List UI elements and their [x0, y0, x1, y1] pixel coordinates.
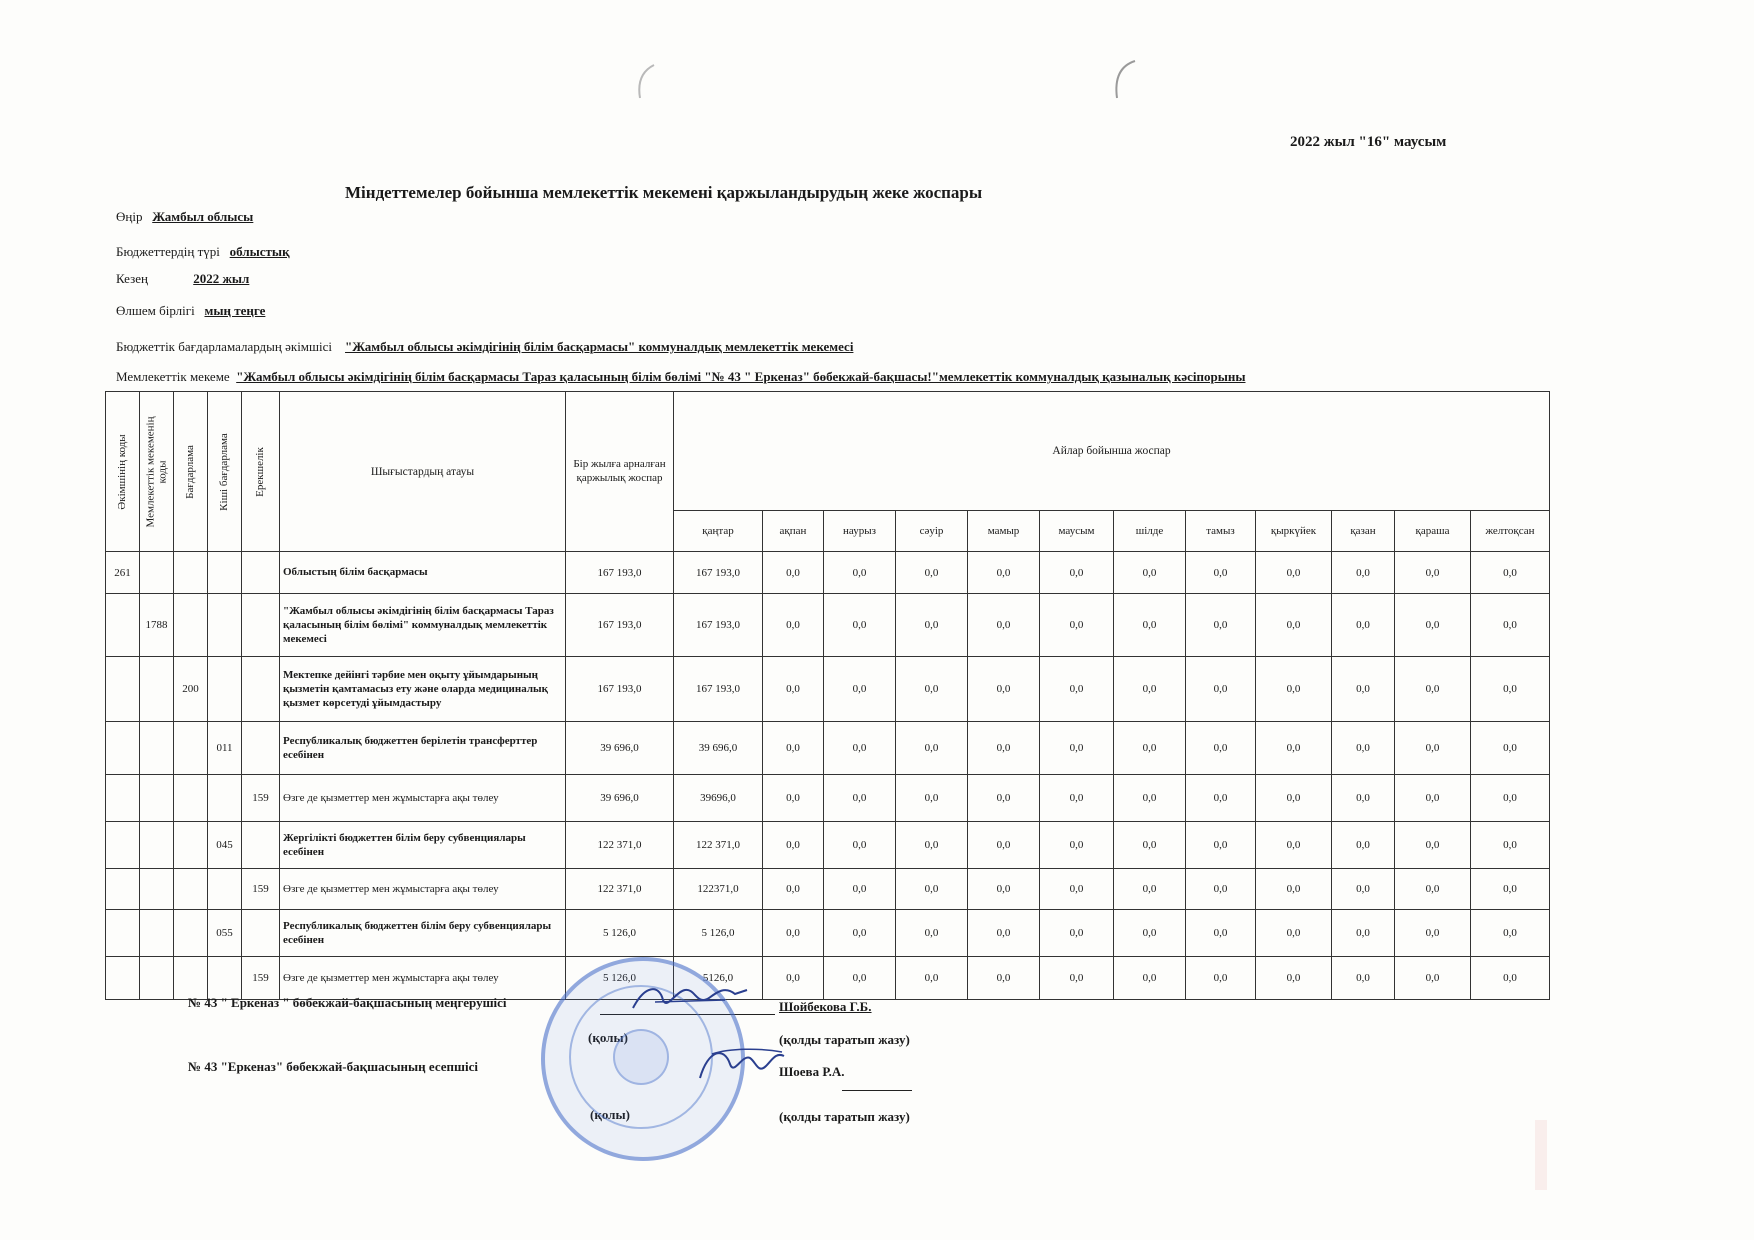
month-value-cell: 0,0 [824, 775, 896, 822]
meta-unit-label: Өлшем бірлігі [116, 303, 195, 318]
month-value-cell: 0,0 [1186, 957, 1256, 1000]
accountant-signature [690, 1040, 790, 1090]
admin-code-cell [106, 594, 140, 657]
header-subprogram: Кіші бағдарлама [208, 392, 242, 552]
month-value-cell: 0,0 [968, 722, 1040, 775]
month-value-cell: 0,0 [1114, 822, 1186, 869]
table-row [106, 722, 1550, 775]
month-value-cell: 0,0 [1040, 722, 1114, 775]
month-value-cell: 0,0 [1040, 910, 1114, 957]
month-header: желтоқсан [1471, 511, 1550, 552]
accountant-sign-label: (қолы) [590, 1107, 630, 1122]
month-value-cell: 167 193,0 [674, 657, 763, 722]
month-value-cell: 0,0 [1186, 910, 1256, 957]
month-value-cell: 0,0 [824, 552, 896, 594]
month-header: қаңтар [674, 511, 763, 552]
month-value-cell: 0,0 [1186, 775, 1256, 822]
month-value-cell: 0,0 [1256, 657, 1332, 722]
month-value-cell: 0,0 [896, 722, 968, 775]
institution-code-cell [140, 869, 174, 910]
meta-institution-value: "Жамбыл облысы әкімдігінің білім басқармасы Тараз қаласының білім бөлімі "№ 43 " Еркеназ" бөбекжай-бақшасы!"мемлекеттік коммуналдық қазыналық кәсіпорыны [236, 369, 1246, 384]
month-value-cell: 0,0 [1186, 869, 1256, 910]
month-value-cell: 0,0 [896, 957, 968, 1000]
month-value-cell: 0,0 [763, 552, 824, 594]
month-value-cell: 0,0 [1256, 957, 1332, 1000]
month-value-cell: 0,0 [896, 869, 968, 910]
month-value-cell: 0,0 [1332, 594, 1395, 657]
month-value-cell: 0,0 [1114, 552, 1186, 594]
document-title: Міндеттемелер бойынша мемлекеттік мекемені қаржыландырудың жеке жоспары [345, 183, 983, 202]
meta-budget-type-label: Бюджеттердің түрі [116, 244, 220, 259]
month-value-cell: 0,0 [1332, 957, 1395, 1000]
month-value-cell: 0,0 [1114, 594, 1186, 657]
meta-admin-value: "Жамбыл облысы әкімдігінің білім басқармасы" коммуналдық мемлекеттік мекемесі [345, 339, 854, 354]
month-value-cell: 0,0 [1114, 775, 1186, 822]
accountant-sign-decode: (қолды таратып жазу) [779, 1109, 910, 1124]
yearly-plan-cell: 167 193,0 [566, 594, 674, 657]
scan-mark-right [1105, 58, 1141, 104]
month-value-cell: 0,0 [1040, 594, 1114, 657]
month-value-cell: 0,0 [1471, 822, 1550, 869]
subprogram-cell [208, 775, 242, 822]
month-value-cell: 0,0 [896, 775, 968, 822]
subprogram-cell [208, 594, 242, 657]
month-value-cell: 0,0 [824, 910, 896, 957]
admin-code-cell [106, 957, 140, 1000]
month-value-cell: 0,0 [763, 775, 824, 822]
specifics-cell: 159 [242, 775, 280, 822]
month-value-cell: 0,0 [763, 910, 824, 957]
month-value-cell: 0,0 [896, 657, 968, 722]
table-row [106, 822, 1550, 869]
month-header: шілде [1114, 511, 1186, 552]
month-header: тамыз [1186, 511, 1256, 552]
header-expense-name: Шығыстардың атауы [280, 392, 566, 552]
program-cell: 200 [174, 657, 208, 722]
month-value-cell: 0,0 [1471, 910, 1550, 957]
expense-name-cell: Өзге де қызметтер мен жұмыстарға ақы төлеу [280, 957, 566, 1000]
month-value-cell: 0,0 [1256, 822, 1332, 869]
meta-admin-label: Бюджеттік бағдарламалардың әкімшісі [116, 339, 333, 354]
month-value-cell: 0,0 [1114, 910, 1186, 957]
program-cell [174, 822, 208, 869]
program-cell [174, 722, 208, 775]
month-value-cell: 0,0 [824, 869, 896, 910]
specifics-cell: 159 [242, 957, 280, 1000]
expense-name-cell: Республикалық бюджеттен берілетін трансферттер есебінен [280, 722, 566, 775]
document-date: 2022 жыл "16" маусым [1290, 134, 1447, 150]
yearly-plan-cell: 167 193,0 [566, 657, 674, 722]
month-value-cell: 0,0 [896, 552, 968, 594]
program-cell [174, 869, 208, 910]
month-value-cell: 0,0 [1256, 869, 1332, 910]
meta-budget-type [116, 244, 290, 260]
month-value-cell: 0,0 [1256, 552, 1332, 594]
month-value-cell: 0,0 [896, 594, 968, 657]
month-value-cell: 0,0 [1395, 822, 1471, 869]
month-header: сәуір [896, 511, 968, 552]
expense-name-cell: Мектепке дейінгі тәрбие мен оқыту ұйымдарының қызметін қамтамасыз ету және оларда медициналық қызмет көрсетуді ұйымдастыру [280, 657, 566, 722]
table-row [106, 910, 1550, 957]
program-cell [174, 910, 208, 957]
specifics-cell [242, 910, 280, 957]
month-header: қараша [1395, 511, 1471, 552]
meta-institution [116, 369, 1246, 385]
month-value-cell: 0,0 [1186, 657, 1256, 722]
yearly-plan-cell: 122 371,0 [566, 822, 674, 869]
month-value-cell: 0,0 [1332, 722, 1395, 775]
header-program: Бағдарлама [174, 392, 208, 552]
meta-unit [116, 303, 265, 319]
institution-code-cell [140, 910, 174, 957]
month-value-cell: 167 193,0 [674, 594, 763, 657]
head-sign-label: (қолы) [588, 1030, 628, 1045]
subprogram-cell [208, 957, 242, 1000]
institution-code-cell [140, 657, 174, 722]
month-value-cell: 0,0 [1471, 957, 1550, 1000]
month-value-cell: 0,0 [1114, 657, 1186, 722]
month-value-cell: 0,0 [968, 657, 1040, 722]
month-value-cell: 0,0 [1471, 775, 1550, 822]
meta-region-label: Өңір [116, 209, 143, 224]
institution-code-cell: 1788 [140, 594, 174, 657]
accountant-name: Шоева Р.А. [779, 1064, 845, 1079]
head-signature [625, 980, 755, 1020]
subprogram-cell: 055 [208, 910, 242, 957]
specifics-cell [242, 822, 280, 869]
month-value-cell: 0,0 [1471, 722, 1550, 775]
yearly-plan-cell: 5 126,0 [566, 910, 674, 957]
month-value-cell: 39696,0 [674, 775, 763, 822]
head-role: № 43 " Еркеназ " бөбекжай-бақшасының меңгерушісі [188, 995, 507, 1010]
head-sign-decode: (қолды таратып жазу) [779, 1032, 910, 1047]
specifics-cell [242, 594, 280, 657]
table-row [106, 594, 1550, 657]
meta-period-value: 2022 жыл [193, 271, 250, 286]
admin-code-cell [106, 722, 140, 775]
month-value-cell: 0,0 [824, 822, 896, 869]
specifics-cell [242, 552, 280, 594]
month-value-cell: 0,0 [1395, 869, 1471, 910]
program-cell [174, 552, 208, 594]
expense-name-cell: Өзге де қызметтер мен жұмыстарға ақы төлеу [280, 775, 566, 822]
month-value-cell: 0,0 [824, 657, 896, 722]
month-value-cell: 0,0 [1395, 657, 1471, 722]
month-value-cell: 0,0 [1256, 910, 1332, 957]
yearly-plan-cell: 39 696,0 [566, 775, 674, 822]
month-value-cell: 0,0 [1395, 910, 1471, 957]
month-value-cell: 0,0 [968, 822, 1040, 869]
month-value-cell: 0,0 [1186, 722, 1256, 775]
month-value-cell: 0,0 [1040, 957, 1114, 1000]
accountant-decode-line [842, 1090, 912, 1091]
expense-name-cell: Жергілікті бюджеттен білім беру субвенциялары есебінен [280, 822, 566, 869]
admin-code-cell [106, 822, 140, 869]
meta-region [116, 209, 253, 225]
scan-artifact [1535, 1120, 1547, 1190]
meta-region-value: Жамбыл облысы [152, 209, 254, 224]
month-value-cell: 0,0 [1256, 722, 1332, 775]
specifics-cell [242, 657, 280, 722]
month-value-cell: 0,0 [824, 594, 896, 657]
month-value-cell: 0,0 [1332, 910, 1395, 957]
month-value-cell: 0,0 [1471, 552, 1550, 594]
program-cell [174, 775, 208, 822]
month-value-cell: 0,0 [1114, 722, 1186, 775]
month-value-cell: 0,0 [968, 910, 1040, 957]
month-value-cell: 0,0 [1395, 594, 1471, 657]
specifics-cell [242, 722, 280, 775]
yearly-plan-cell: 5 126,0 [566, 957, 674, 1000]
month-header: қазан [1332, 511, 1395, 552]
table-row [106, 657, 1550, 722]
accountant-role: № 43 "Еркеназ" бөбекжай-бақшасының есепшісі [188, 1059, 478, 1074]
month-value-cell: 167 193,0 [674, 552, 763, 594]
meta-admin [116, 339, 853, 355]
table-row [106, 775, 1550, 822]
meta-budget-type-value: облыстық [229, 244, 290, 259]
month-value-cell: 0,0 [968, 552, 1040, 594]
institution-code-cell [140, 552, 174, 594]
month-value-cell: 0,0 [1040, 775, 1114, 822]
table-row [106, 869, 1550, 910]
month-value-cell: 122371,0 [674, 869, 763, 910]
month-value-cell: 0,0 [1395, 552, 1471, 594]
institution-code-cell [140, 722, 174, 775]
month-value-cell: 0,0 [1471, 657, 1550, 722]
month-value-cell: 0,0 [824, 722, 896, 775]
expense-name-cell: Облыстың білім басқармасы [280, 552, 566, 594]
month-header: маусым [1040, 511, 1114, 552]
scan-mark-left [630, 62, 660, 102]
month-value-cell: 122 371,0 [674, 822, 763, 869]
month-value-cell: 0,0 [763, 722, 824, 775]
month-value-cell: 0,0 [1471, 869, 1550, 910]
month-value-cell: 0,0 [1395, 957, 1471, 1000]
expense-name-cell: "Жамбыл облысы әкімдігінің білім басқармасы Тараз қаласының білім бөлімі" коммуналдық мемлекеттік мекемесі [280, 594, 566, 657]
month-value-cell: 0,0 [1332, 822, 1395, 869]
month-value-cell: 0,0 [763, 594, 824, 657]
institution-code-cell [140, 957, 174, 1000]
month-value-cell: 0,0 [1040, 869, 1114, 910]
month-header: ақпан [763, 511, 824, 552]
program-cell [174, 594, 208, 657]
month-value-cell: 0,0 [1256, 775, 1332, 822]
financing-plan-table [105, 391, 1550, 1000]
month-value-cell: 5126,0 [674, 957, 763, 1000]
subprogram-cell [208, 552, 242, 594]
admin-code-cell [106, 657, 140, 722]
month-value-cell: 0,0 [968, 594, 1040, 657]
admin-code-cell: 261 [106, 552, 140, 594]
table-row [106, 552, 1550, 594]
header-yearly-plan: Бір жылға арналған қаржылық жоспар [566, 392, 674, 552]
meta-period [116, 271, 249, 287]
stamp-emblem [613, 1029, 669, 1085]
month-header: қыркүйек [1256, 511, 1332, 552]
header-monthly-plan: Айлар бойынша жоспар [674, 392, 1550, 511]
month-value-cell: 0,0 [1186, 552, 1256, 594]
month-value-cell: 0,0 [1040, 657, 1114, 722]
month-value-cell: 0,0 [1114, 957, 1186, 1000]
month-value-cell: 0,0 [968, 775, 1040, 822]
subprogram-cell [208, 869, 242, 910]
expense-name-cell: Өзге де қызметтер мен жұмыстарға ақы төлеу [280, 869, 566, 910]
yearly-plan-cell: 167 193,0 [566, 552, 674, 594]
month-value-cell: 0,0 [896, 822, 968, 869]
program-cell [174, 957, 208, 1000]
month-value-cell: 0,0 [1332, 657, 1395, 722]
month-value-cell: 0,0 [1471, 594, 1550, 657]
month-value-cell: 0,0 [1332, 552, 1395, 594]
expense-name-cell: Республикалық бюджеттен білім беру субвенциялары есебінен [280, 910, 566, 957]
month-value-cell: 0,0 [1332, 869, 1395, 910]
month-value-cell: 0,0 [1395, 775, 1471, 822]
month-header: мамыр [968, 511, 1040, 552]
specifics-cell: 159 [242, 869, 280, 910]
month-value-cell: 0,0 [1256, 594, 1332, 657]
header-specifics: Ерекшелік [242, 392, 280, 552]
yearly-plan-cell: 122 371,0 [566, 869, 674, 910]
month-header: наурыз [824, 511, 896, 552]
month-value-cell: 0,0 [968, 957, 1040, 1000]
month-value-cell: 0,0 [763, 822, 824, 869]
subprogram-cell: 011 [208, 722, 242, 775]
month-value-cell: 0,0 [1040, 552, 1114, 594]
month-value-cell: 0,0 [763, 657, 824, 722]
subprogram-cell [208, 657, 242, 722]
month-value-cell: 0,0 [896, 910, 968, 957]
admin-code-cell [106, 775, 140, 822]
admin-code-cell [106, 869, 140, 910]
table-row [106, 957, 1550, 1000]
month-value-cell: 0,0 [763, 869, 824, 910]
yearly-plan-cell: 39 696,0 [566, 722, 674, 775]
institution-code-cell [140, 822, 174, 869]
month-value-cell: 0,0 [1186, 822, 1256, 869]
header-institution-code: Мемлекеттік мекеменің коды [140, 392, 174, 552]
meta-institution-label: Мемлекеттік мекеме [116, 369, 230, 384]
header-admin-code: Әкімшінің коды [106, 392, 140, 552]
month-value-cell: 0,0 [1040, 822, 1114, 869]
meta-unit-value: мың теңге [204, 303, 266, 318]
month-value-cell: 0,0 [1186, 594, 1256, 657]
month-value-cell: 0,0 [1332, 775, 1395, 822]
institution-code-cell [140, 775, 174, 822]
month-value-cell: 0,0 [1395, 722, 1471, 775]
month-value-cell: 0,0 [1114, 869, 1186, 910]
meta-period-label: Кезең [116, 271, 148, 286]
month-value-cell: 0,0 [824, 957, 896, 1000]
head-name: Шойбекова Г.Б. [779, 999, 872, 1014]
month-value-cell: 0,0 [763, 957, 824, 1000]
admin-code-cell [106, 910, 140, 957]
subprogram-cell: 045 [208, 822, 242, 869]
month-value-cell: 0,0 [968, 869, 1040, 910]
month-value-cell: 39 696,0 [674, 722, 763, 775]
month-value-cell: 5 126,0 [674, 910, 763, 957]
